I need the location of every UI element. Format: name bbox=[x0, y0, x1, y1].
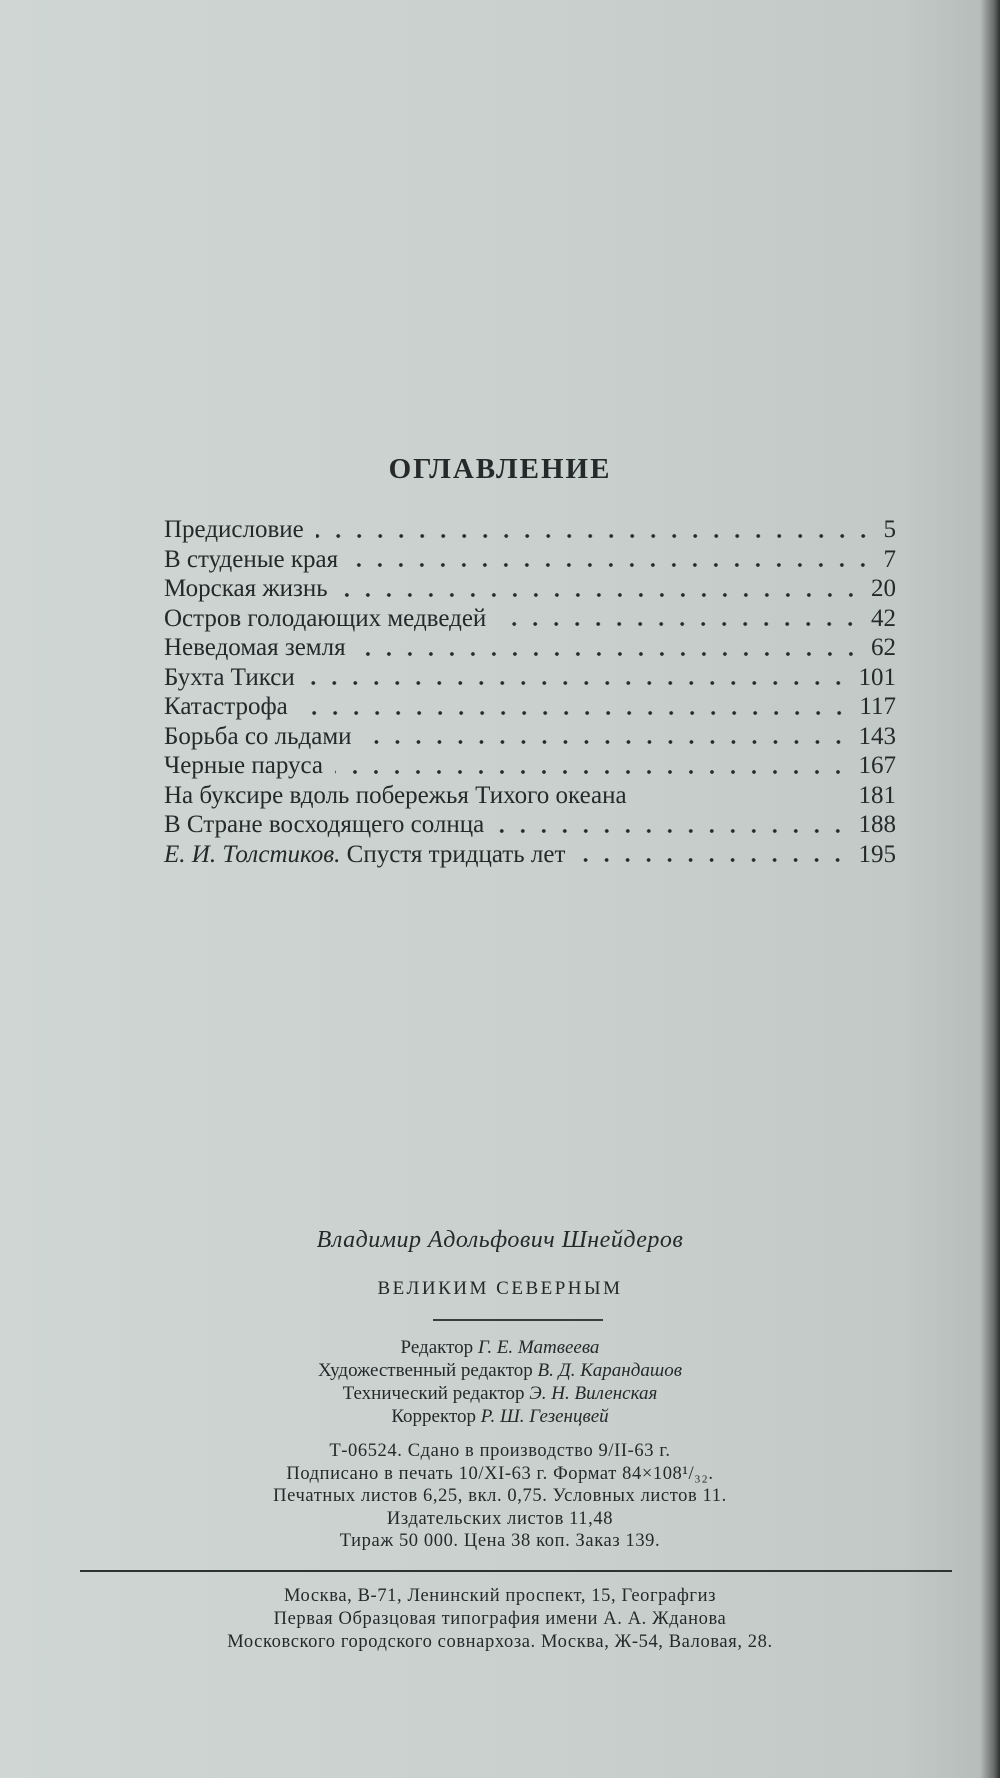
toc-entry bbox=[164, 810, 896, 840]
toc-entry-label: В Стране восходящего солнца bbox=[164, 811, 485, 838]
credit-line bbox=[0, 1336, 1000, 1359]
credit-line bbox=[0, 1405, 1000, 1428]
dot-leader bbox=[307, 681, 849, 685]
credit-role: Корректор bbox=[391, 1406, 477, 1427]
toc-entry bbox=[164, 574, 896, 604]
toc-entry bbox=[164, 722, 896, 752]
print-data-line: Тираж 50 000. Цена 38 коп. Заказ 139. bbox=[339, 1531, 661, 1551]
toc-entry bbox=[164, 633, 896, 663]
dot-leader bbox=[577, 858, 848, 862]
toc-entry bbox=[164, 751, 896, 781]
toc-entry-label-with-author bbox=[164, 840, 565, 870]
toc-entry bbox=[164, 840, 896, 870]
toc-entry-label: В студеные края bbox=[164, 545, 339, 573]
credit-role: Редактор bbox=[400, 1337, 474, 1358]
dot-leader bbox=[364, 740, 849, 744]
toc-entry-label: Остров голодающих медведей bbox=[164, 604, 487, 632]
toc-entry bbox=[164, 663, 896, 693]
toc-entry-page: 7 bbox=[883, 545, 896, 573]
credit-role: Художественный редактор bbox=[318, 1360, 533, 1381]
toc-entry bbox=[164, 604, 896, 634]
toc-entry-page: 42 bbox=[871, 604, 896, 632]
toc-entry-page: 5 bbox=[883, 516, 896, 543]
toc-title: ОГЛАВЛЕНИЕ bbox=[388, 453, 612, 485]
toc-entry bbox=[164, 515, 896, 545]
toc-entry-label: Катастрофа bbox=[164, 693, 288, 720]
credit-line bbox=[0, 1382, 1000, 1405]
credit-role: Технический редактор bbox=[342, 1383, 525, 1404]
publisher-line: Первая Образцовая типография имени А. А. Жданова bbox=[273, 1609, 727, 1629]
long-divider bbox=[80, 1570, 952, 1572]
dot-leader bbox=[316, 534, 874, 538]
toc-entry bbox=[164, 692, 896, 722]
print-data-line: Подписано в печать 10/XI-63 г. Формат 84×108¹/₃₂. bbox=[286, 1463, 714, 1484]
dot-leader bbox=[496, 829, 848, 833]
publisher-line: Москва, В-71, Ленинский проспект, 15, Географгиз bbox=[283, 1586, 717, 1606]
toc-entry-label: На буксире вдоль побережья Тихого океана bbox=[164, 781, 627, 809]
dot-leader bbox=[340, 593, 861, 597]
toc-entry-label: Борьба со льдами bbox=[164, 722, 352, 750]
dot-leader bbox=[498, 622, 861, 626]
toc-entry-page: 101 bbox=[858, 663, 896, 691]
dot-leader bbox=[300, 711, 850, 715]
toc-entry-label: Морская жизнь bbox=[164, 575, 328, 602]
toc-entry-page: 181 bbox=[858, 781, 896, 809]
publisher-line: Московского городского совнархоза. Москва, Ж-54, Валовая, 28. bbox=[227, 1632, 773, 1652]
credit-name: Г. Е. Матвеева bbox=[477, 1337, 600, 1358]
toc-entry-label: Бухта Тикси bbox=[164, 663, 295, 691]
toc-entry-label: Неведомая земля bbox=[164, 634, 346, 661]
credit-name: В. Д. Карандашов bbox=[537, 1360, 682, 1381]
toc-entry-page: 167 bbox=[858, 752, 896, 779]
toc-entry bbox=[164, 545, 896, 575]
toc-entry-page: 195 bbox=[858, 840, 896, 868]
imprint-author: Владимир Адольфович Шнейдеров bbox=[316, 1227, 684, 1253]
print-data-line: Издательских листов 11,48 bbox=[386, 1508, 614, 1529]
short-divider bbox=[433, 1319, 603, 1321]
table-of-contents bbox=[164, 515, 896, 869]
print-data-line: Т-06524. Сдано в производство 9/II-63 г. bbox=[329, 1441, 671, 1461]
toc-entry-page: 143 bbox=[858, 722, 896, 750]
credit-name: Р. Ш. Гезенцвей bbox=[480, 1406, 609, 1427]
dot-leader bbox=[633, 793, 853, 797]
toc-entry bbox=[164, 781, 896, 811]
dot-leader bbox=[358, 652, 861, 656]
credit-line bbox=[0, 1359, 1000, 1382]
toc-entry-page: 117 bbox=[859, 693, 896, 720]
toc-entry-label: Черные паруса bbox=[164, 752, 324, 779]
print-data-line: Печатных листов 6,25, вкл. 0,75. Условных листов 11. bbox=[273, 1486, 727, 1506]
imprint-book-title: ВЕЛИКИМ СЕВЕРНЫМ bbox=[377, 1278, 623, 1299]
print-data-block bbox=[0, 1440, 1000, 1553]
toc-entry-author: Е. И. Толстиков. bbox=[164, 840, 341, 868]
toc-entry-page: 188 bbox=[858, 811, 896, 838]
publisher-block bbox=[0, 1585, 1000, 1654]
toc-entry-label: Спустя тридцать лет bbox=[346, 840, 566, 868]
toc-entry-page: 62 bbox=[871, 634, 896, 661]
toc-entry-page: 20 bbox=[871, 575, 896, 602]
credits-block bbox=[0, 1336, 1000, 1428]
dot-leader bbox=[335, 770, 848, 774]
toc-entry-label: Предисловие bbox=[164, 516, 304, 543]
credit-name: Э. Н. Виленская bbox=[529, 1383, 658, 1404]
dot-leader bbox=[350, 563, 873, 567]
